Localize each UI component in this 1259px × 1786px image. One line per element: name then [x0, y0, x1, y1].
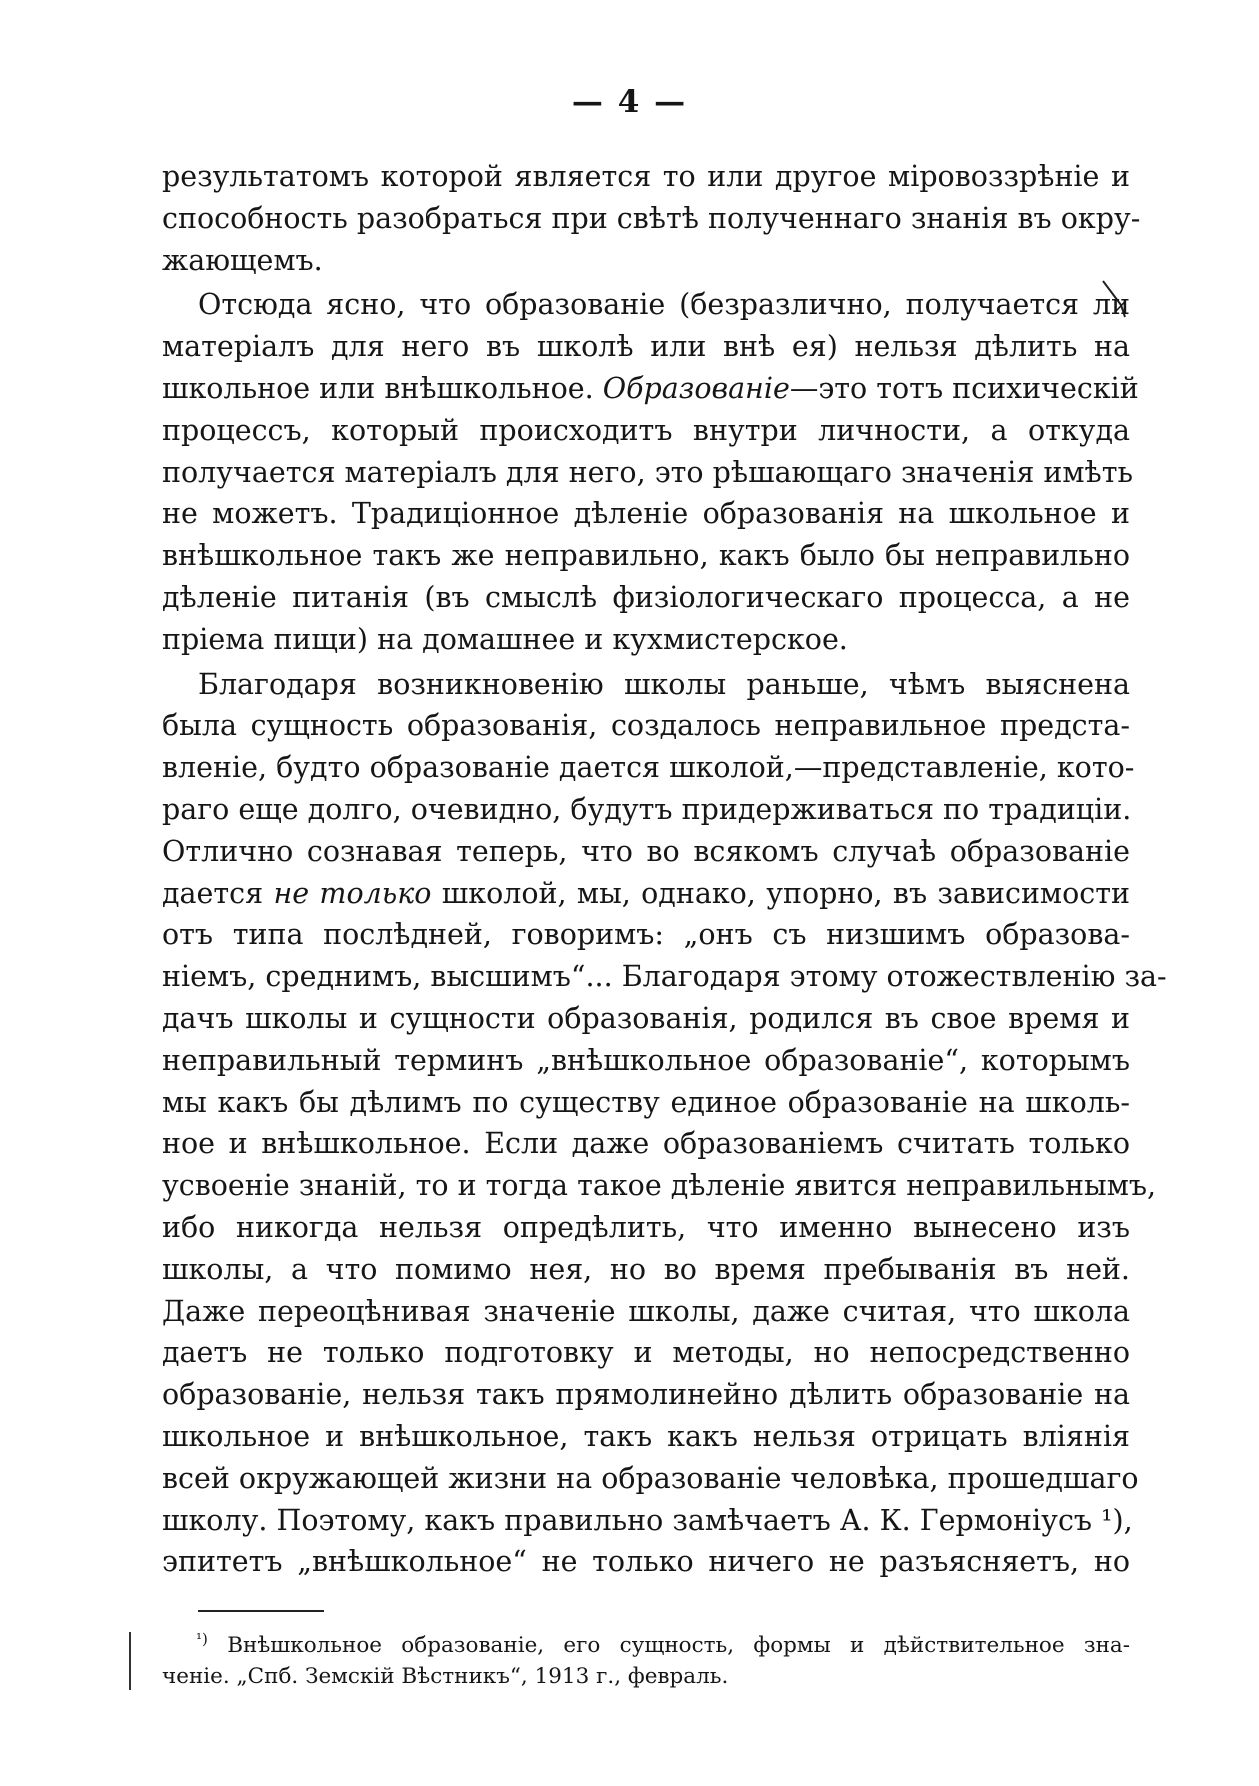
- text-line: не можетъ. Традиціонное дѣленіе образованія на школьное и: [162, 497, 1130, 531]
- text-line: ніемъ, среднимъ, высшимъ“... Благодаря этому отожествленію за-: [162, 960, 1167, 994]
- text-line: Отсюда ясно, что образованіе (безразлично, получается ли: [198, 288, 1130, 322]
- footnote-marker: ¹): [196, 1629, 208, 1648]
- text-segment: дается: [162, 876, 274, 910]
- text-line: процессъ, который происходитъ внутри личности, а откуда: [162, 413, 1130, 447]
- margin-mark: [129, 1632, 131, 1690]
- text-line: Отлично сознавая теперь, что во всякомъ случаѣ образованіе: [162, 834, 1130, 868]
- footnote: [162, 1630, 1130, 1692]
- text-line: матеріалъ для него въ школѣ или внѣ ея) нельзя дѣлить на: [162, 330, 1130, 364]
- text-line: школу. Поэтому, какъ правильно замѣчаетъ А. К. Гермоніусъ ¹),: [162, 1503, 1133, 1537]
- text-line: школы, а что помимо нея, но во время пребыванія въ ней.: [162, 1252, 1130, 1286]
- text-line: дачъ школы и сущности образованія, родился въ свое время и: [162, 1001, 1130, 1035]
- footnote-line: [162, 1630, 1130, 1661]
- text-segment: —это тотъ психическій: [789, 371, 1139, 405]
- footnote-divider: [198, 1610, 324, 1612]
- text-line: была сущность образованія, создалось неправильное предста-: [162, 709, 1130, 743]
- text-line: эпитетъ „внѣшкольное“ не только ничего не разъясняетъ, но: [162, 1545, 1130, 1579]
- text-segment: школьное или внѣшкольное.: [162, 371, 603, 405]
- text-line: пріема пищи) на домашнее и кухмистерское.: [162, 622, 848, 656]
- text-line: раго еще долго, очевидно, будутъ придерживаться по традиціи.: [162, 792, 1132, 826]
- text-line: внѣшкольное такъ же неправильно, какъ было бы неправильно: [162, 539, 1130, 573]
- text-line: всей окружающей жизни на образованіе человѣка, прошедшаго: [162, 1461, 1139, 1495]
- text-line: [162, 873, 1130, 915]
- italic-term: не только: [273, 876, 432, 910]
- text-line: дѣленіе питанія (въ смыслѣ физіологическаго процесса, а не: [162, 580, 1130, 614]
- text-line: жающемъ.: [162, 243, 323, 277]
- text-line: ибо никогда нельзя опредѣлить, что именно вынесено изъ: [162, 1210, 1130, 1244]
- text-line: ное и внѣшкольное. Если даже образованіемъ считать только: [162, 1127, 1130, 1161]
- text-segment: школой, мы, однако, упорно, въ зависимости: [431, 876, 1130, 910]
- text-line: мы какъ бы дѣлимъ по существу единое образованіе на школь-: [162, 1085, 1130, 1119]
- text-line: отъ типа послѣдней, говоримъ: „онъ съ низшимъ образова-: [162, 918, 1130, 952]
- text-line: неправильный терминъ „внѣшкольное образованіе“, которымъ: [162, 1043, 1130, 1077]
- text-line: способность разобраться при свѣтѣ полученнаго знанія въ окру-: [162, 201, 1141, 235]
- body-text: [162, 156, 1167, 1583]
- footnote-text: Внѣшкольное образованіе, его сущность, формы и дѣйствительное зна-: [227, 1633, 1130, 1658]
- footnote-line: ченіе. „Спб. Земскій Вѣстникъ“, 1913 г., февраль.: [162, 1664, 729, 1689]
- text-line: Благодаря возникновенію школы раньше, чѣмъ выяснена: [198, 667, 1130, 701]
- text-line: Даже переоцѣнивая значеніе школы, даже считая, что школа: [162, 1294, 1130, 1328]
- page-number: — 4 —: [571, 84, 688, 120]
- text-line: результатомъ которой является то или другое міровоззрѣніе и: [162, 160, 1130, 193]
- text-line: получается матеріалъ для него, это рѣшающаго значенія имѣть: [162, 455, 1134, 489]
- text-line: школьное и внѣшкольное, такъ какъ нельзя отрицать вліянія: [162, 1419, 1130, 1453]
- text-line: [162, 368, 1139, 410]
- italic-term: Образованіе: [602, 371, 790, 405]
- text-line: даетъ не только подготовку и методы, но непосредственно: [162, 1336, 1130, 1370]
- text-line: вленіе, будто образованіе дается школой,—представленіе, кото-: [162, 751, 1135, 785]
- text-line: усвоеніе знаній, то и тогда такое дѣленіе явится неправильнымъ,: [162, 1169, 1157, 1203]
- text-line: образованіе, нельзя такъ прямолинейно дѣлить образованіе на: [162, 1378, 1130, 1412]
